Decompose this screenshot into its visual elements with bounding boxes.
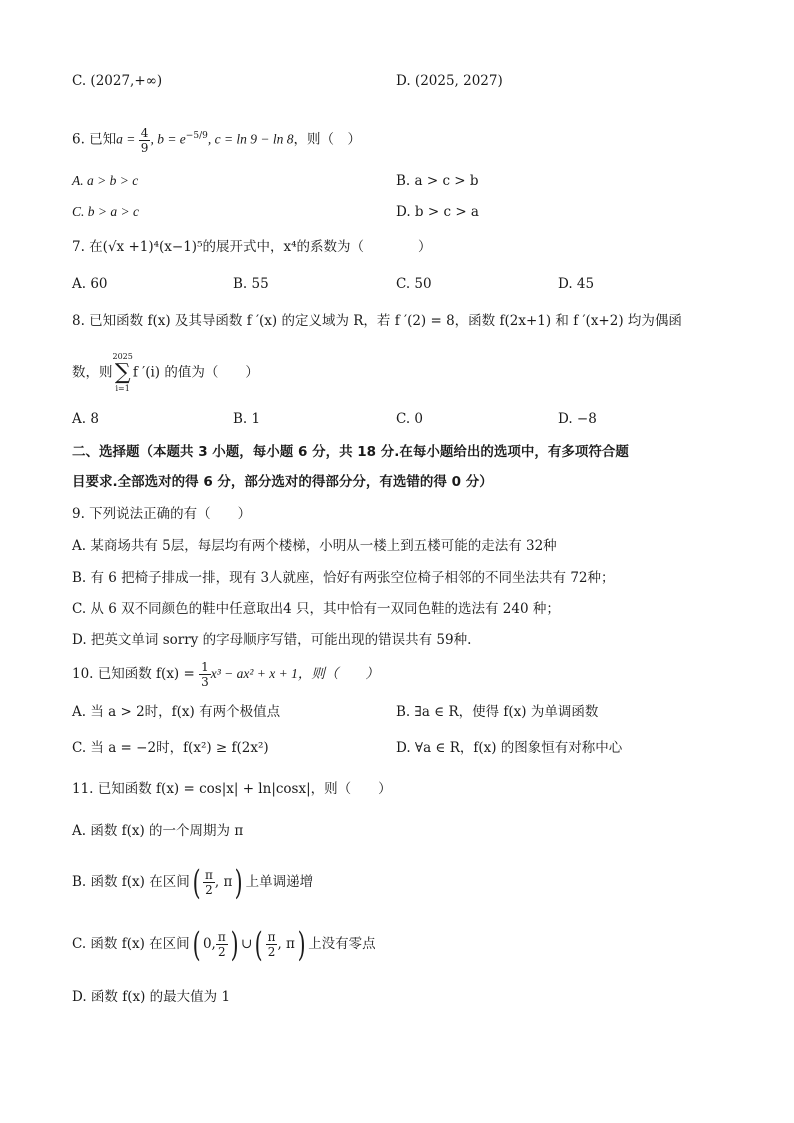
q10-option-c: C. 当 a = −2时，f(x²) ≥ f(2x²) <box>72 740 269 756</box>
q8-option-d: D. −8 <box>558 411 597 427</box>
q8-stem-line1: 8. 已知函数 f(x) 及其导函数 f ′(x) 的定义域为 R，若 f ′(2) = 8，函数 f(2x+1) 和 f ′(x+2) 均为偶函 <box>72 313 682 329</box>
q10-stem-post: x³ − ax² + x + 1，则（ ） <box>210 666 379 681</box>
q10-option-a: A. 当 a > 2时，f(x) 有两个极值点 <box>72 704 281 720</box>
q6-exp-b: −5/9 <box>185 131 208 141</box>
q6-frac-a: $\frac{4}{9}$ <box>140 125 149 155</box>
q5-option-d: D. (2025, 2027) <box>396 73 503 89</box>
q8-stem-line2 <box>72 352 722 394</box>
q11-option-b-post: 上单调递增 <box>245 874 314 890</box>
q6-expr-c: , c = ln 9 − ln 8 <box>207 131 294 147</box>
q6-option-d: D. b > c > a <box>396 204 479 220</box>
q11-option-c-post: 上没有零点 <box>308 936 376 952</box>
q9-option-b: B. 有 6 把椅子排成一排，现有 3人就座，恰好有两张空位椅子相邻的不同坐法共有 72种； <box>72 570 615 586</box>
q11-option-a: A. 函数 f(x) 的一个周期为 π <box>72 823 244 839</box>
q10-stem <box>72 658 722 690</box>
q10-options-row2 <box>72 739 722 757</box>
q10-frac: $\frac{1}{3}$ <box>201 660 209 689</box>
q11-option-b-frac: $\frac{\pi}{2}$ <box>205 868 213 897</box>
q10-options-row1 <box>72 703 722 721</box>
q11-option-d: D. 函数 f(x) 的最大值为 1 <box>72 989 231 1005</box>
q6-tail: ，则（ ） <box>293 131 362 148</box>
q9-stem: 9. 下列说法正确的有（ ） <box>72 506 252 522</box>
q6-option-a: A. a > b > c <box>72 173 139 188</box>
q9-option-c: C. 从 6 双不同颜色的鞋中任意取出4 只，其中恰有一双同色鞋的选法有 240 种； <box>72 601 560 617</box>
q6-option-b: B. a > c > b <box>396 173 479 189</box>
q11-stem: 11. 已知函数 f(x) = cos|x| + ln|cosx|，则（ ） <box>72 781 392 797</box>
q10-option-d: D. ∀a ∈ R，f(x) 的图象恒有对称中心 <box>396 740 623 756</box>
q8-option-b: B. 1 <box>233 411 261 427</box>
q10-option-b: B. ∃a ∈ R，使得 f(x) 为单调函数 <box>396 704 599 720</box>
q6-expr-b: , b = e <box>150 131 186 147</box>
q7-option-c: C. 50 <box>396 276 432 292</box>
q6-options-row1 <box>72 172 722 190</box>
q10-stem-pre: 10. 已知函数 f(x) = <box>72 666 200 682</box>
q7-option-b: B. 55 <box>233 276 269 292</box>
q7-option-a: A. 60 <box>72 276 108 292</box>
q11-option-b: B. 函数 f(x) 在区间( $\frac{\pi}{2}$ , π) 上单调递增 <box>72 862 314 903</box>
q8-stem2-pre: 数，则 <box>72 364 113 381</box>
q9-option-d: D. 把英文单词 sorry 的字母顺序写错，可能出现的错误共有 59种. <box>72 632 472 648</box>
q8-stem2-post: f ′(i) 的值为（ ） <box>132 364 259 381</box>
q6-number: 6. 已知 <box>72 131 117 148</box>
q6-stem <box>72 120 722 156</box>
q8-option-c: C. 0 <box>396 411 424 427</box>
q8-summation: 2025 ∑ i=1 <box>112 352 133 393</box>
q11-option-c-frac2: $\frac{\pi}{2}$ <box>267 930 276 959</box>
q6-expr-a: a = <box>116 131 139 147</box>
q5-options <box>72 72 722 90</box>
q9-option-a: A. 某商场共有 5层，每层均有两个楼梯，小明从一楼上到五楼可能的走法有 32种 <box>72 538 557 554</box>
q7-stem: 7. 在(√x +1)⁴(x−1)⁵的展开式中，x⁴的系数为（ ） <box>72 239 432 255</box>
q11-option-c: C. 函数 f(x) 在区间( 0, $\frac{\pi}{2}$ ) ∪( $\frac{\pi}{2}$ , π) 上没有零点 <box>72 924 376 965</box>
q11-option-c-frac1: $\frac{\pi}{2}$ <box>217 930 226 959</box>
q7-option-d: D. 45 <box>558 276 595 292</box>
section2-heading-line1: 二、选择题（本题共 3 小题，每小题 6 分，共 18 分.在每小题给出的选项中，有多项符合题 <box>72 444 629 460</box>
q11-option-c-pre: C. 函数 f(x) 在区间 <box>72 936 190 952</box>
q5-option-c: C. (2027,+∞) <box>72 73 163 89</box>
q11-option-b-pre: B. 函数 f(x) 在区间 <box>72 874 190 890</box>
section2-heading-line2: 目要求.全部选对的得 6 分，部分选对的得部分分，有选错的得 0 分） <box>72 474 493 490</box>
q6-option-c: C. b > a > c <box>72 204 139 219</box>
q8-option-a: A. 8 <box>72 411 99 427</box>
q6-options-row2 <box>72 203 722 221</box>
